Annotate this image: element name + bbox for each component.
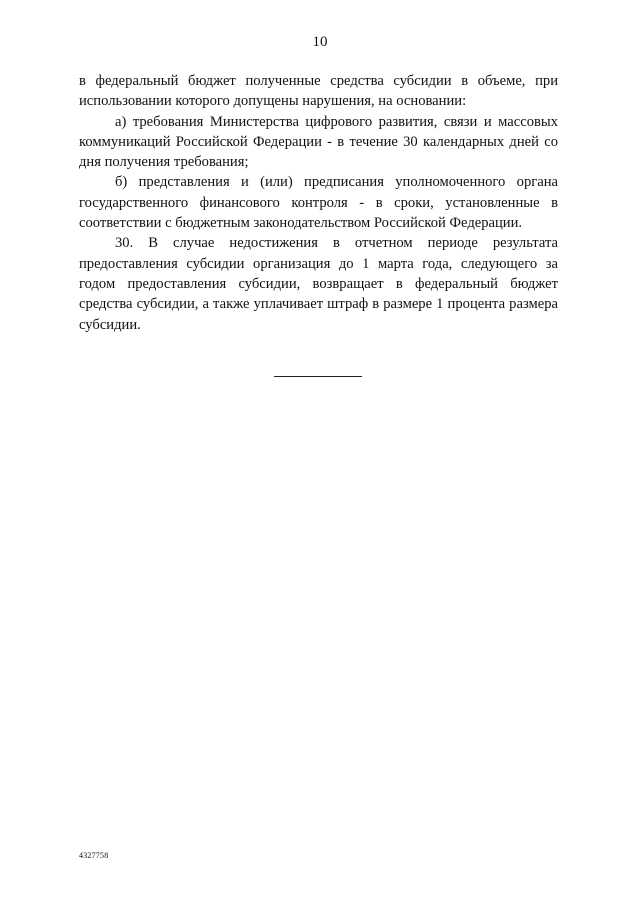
- page-number: 10: [312, 34, 328, 50]
- paragraph-item-a: а) требования Министерства цифрового развития, связи и массовых коммуникаций Российской Федерации - в течение 30 календарных дней со дня получения требования;: [79, 113, 558, 171]
- document-code: 4327758: [79, 851, 109, 860]
- paragraph-item-b: б) представления и (или) предписания уполномоченного органа государственного финансового контроля - в сроки, установленные в соответствии с бюджетным законодательством Российской Федерации.: [79, 174, 558, 232]
- paragraph-clause-30: 30. В случае недостижения в отчетном периоде результата предоставления субсидии организация до 1 марта года, следующего за годом предоставления субсидии, возвращает в федеральный бюджет средства субсидии, а также уплачивает штраф в размере 1 процента размера субсидии.: [79, 235, 558, 333]
- end-divider-line: [274, 376, 362, 377]
- paragraph-continuation: в федеральный бюджет полученные средства субсидии в объеме, при использовании которого допущены нарушения, на основании:: [79, 73, 558, 110]
- document-body: [79, 71, 558, 335]
